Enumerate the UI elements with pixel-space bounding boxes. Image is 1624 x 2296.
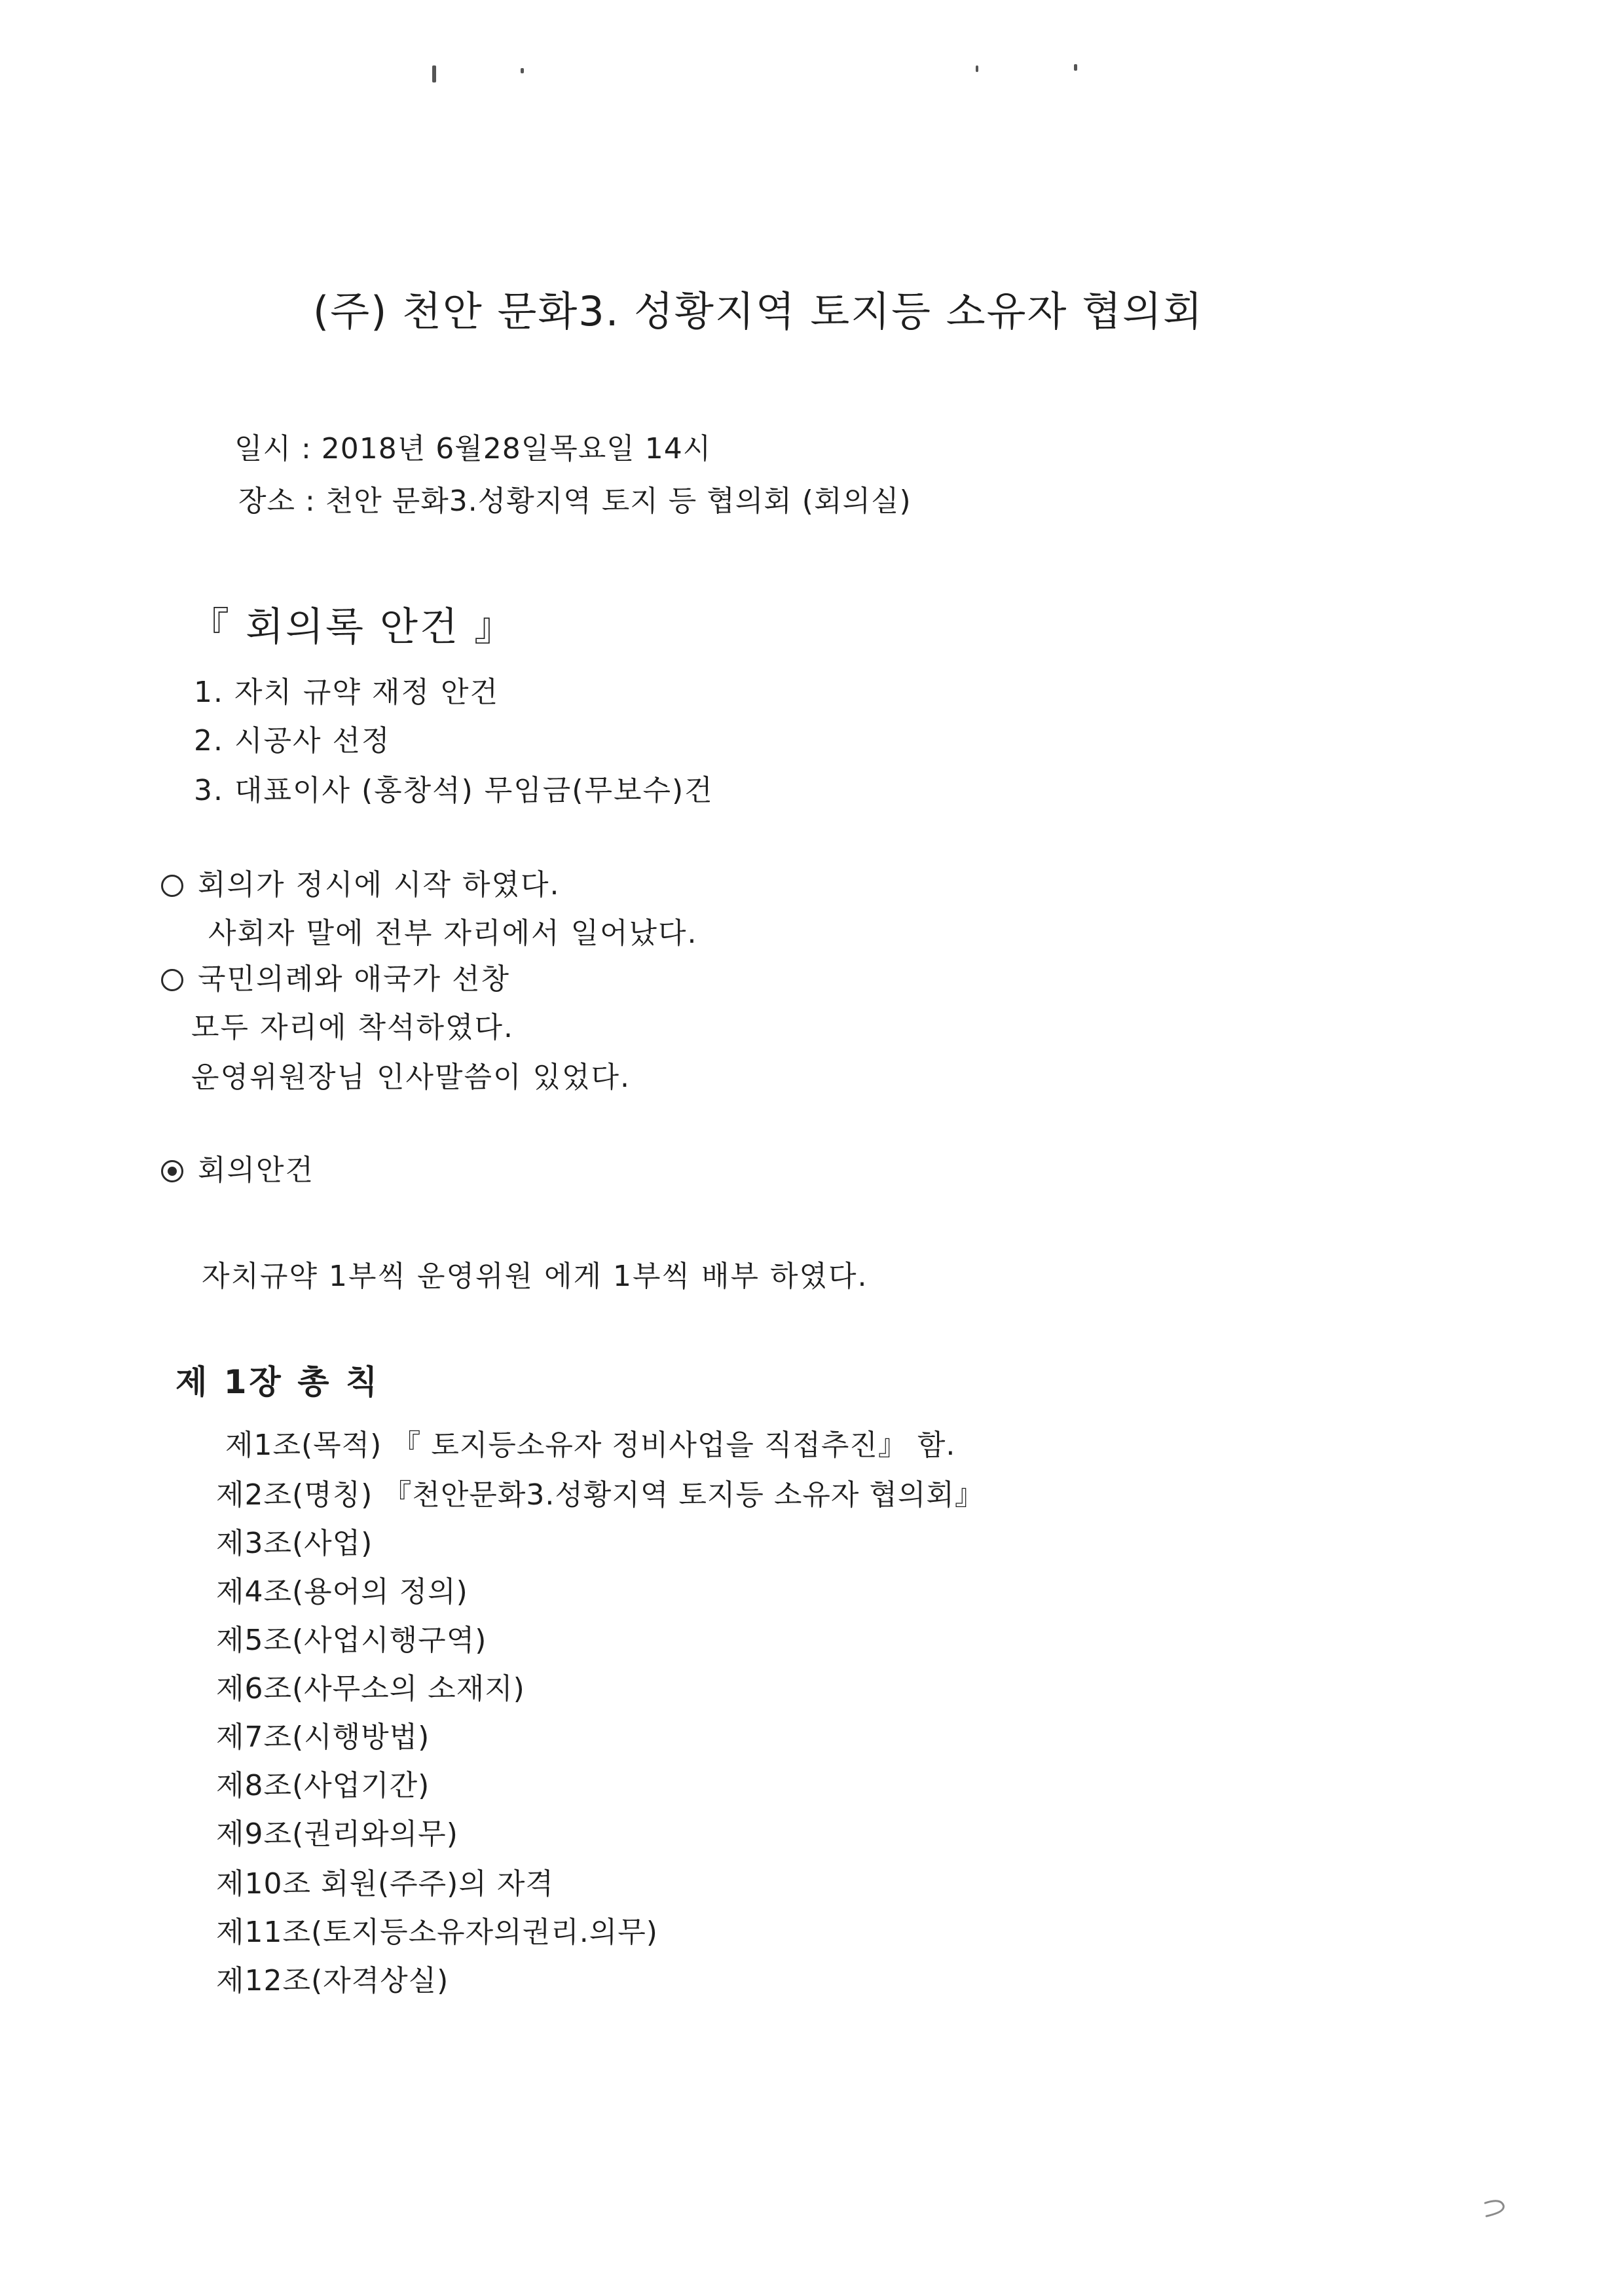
note-line: 사회자 말에 전부 자리에서 일어났다.: [208, 917, 698, 950]
article-item: 제8조(사업기간): [216, 1769, 430, 1802]
note-line: [161, 962, 511, 996]
article-item: 제7조(시행방법): [216, 1721, 430, 1754]
agenda-heading: 『 회의록 안건 』: [190, 604, 516, 650]
meeting-place: 장소 : 천안 문화3.성황지역 토지 등 협의회 (회의실): [238, 484, 912, 518]
meeting-agenda-label: [161, 1156, 314, 1185]
agenda-item: 1. 자치 규약 재정 안건: [194, 676, 499, 709]
scan-speck: [521, 68, 524, 73]
scan-speck: [976, 65, 978, 72]
note-line: [161, 868, 561, 902]
circle-bullet-icon: [161, 969, 183, 991]
distribution-note: 자치규약 1부씩 운영위원 에게 1부씩 배부 하였다.: [202, 1260, 868, 1293]
article-item: 제5조(사업시행구역): [216, 1624, 487, 1657]
filled-circle-bullet-icon: [161, 1160, 183, 1182]
agenda-item: 2. 시공사 선정: [194, 724, 391, 757]
meeting-date: 일시 : 2018년 6월28일목요일 14시: [234, 432, 712, 465]
meeting-agenda-text: 회의안건: [198, 1154, 315, 1187]
article-item: 제9조(권리와의무): [216, 1817, 458, 1851]
note-line: 모두 자리에 착석하였다.: [191, 1011, 514, 1044]
note-line: 운영위원장님 인사말씀이 있었다.: [191, 1061, 631, 1094]
article-item: 제6조(사무소의 소재지): [216, 1672, 525, 1705]
agenda-item: 3. 대표이사 (홍창석) 무임금(무보수)건: [194, 774, 714, 807]
scan-speck: [1074, 64, 1077, 71]
document-title: (주) 천안 문화3. 성황지역 토지등 소유자 협의회: [313, 287, 1204, 335]
circle-bullet-icon: [161, 875, 183, 897]
article-item: 제10조 회원(주주)의 자격: [216, 1867, 554, 1901]
article-item: 제1조(목적) 『 토지등소유자 정비사업을 직접추진』 함.: [225, 1429, 956, 1462]
article-item: 제3조(사업): [216, 1527, 373, 1560]
note-text: 회의가 정시에 시작 하였다.: [198, 868, 561, 902]
note-text: 국민의례와 애국가 선창: [198, 962, 511, 996]
pen-mark-icon: [1481, 2196, 1514, 2223]
chapter-title: 제 1장 총 칙: [175, 1363, 380, 1401]
article-item: 제12조(자격상실): [216, 1964, 449, 1997]
article-item: 제4조(용어의 정의): [216, 1575, 468, 1609]
scan-speck: [432, 65, 436, 82]
article-item: 제2조(명칭) 『천안문화3.성황지역 토지등 소유자 협의회』: [216, 1478, 984, 1512]
article-item: 제11조(토지등소유자의권리.의무): [216, 1916, 658, 1949]
